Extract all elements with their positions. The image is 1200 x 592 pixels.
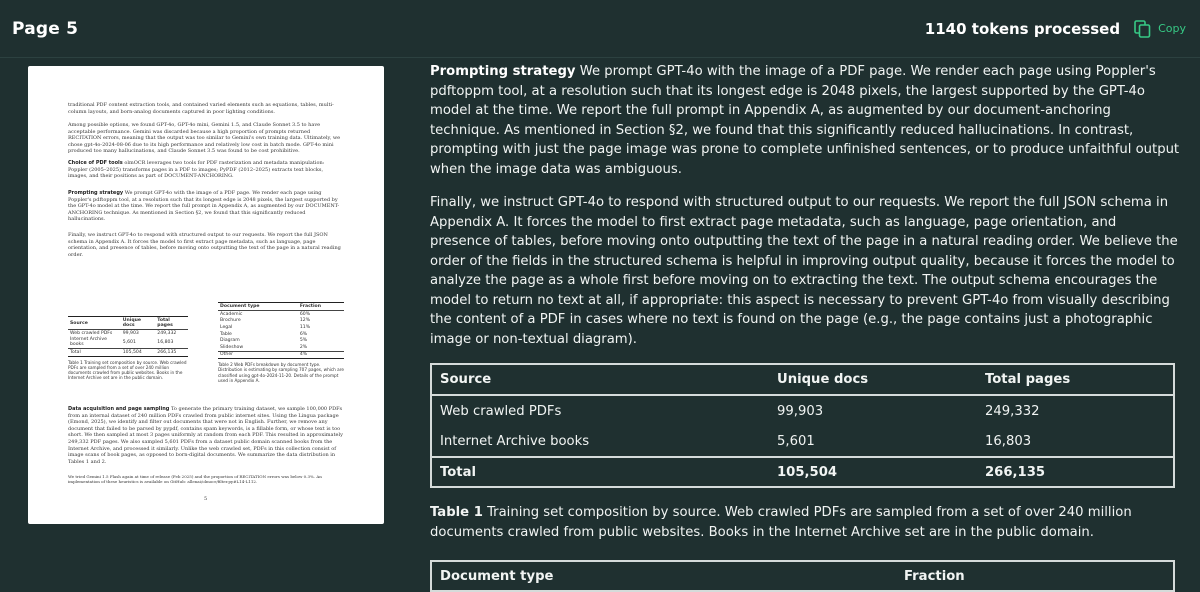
preview-t1-cell: 266,135 bbox=[155, 349, 188, 357]
pdf-page-preview[interactable] bbox=[28, 66, 384, 524]
preview-t1-header: Unique docs bbox=[121, 317, 156, 330]
caption-label: Table 1 bbox=[430, 505, 483, 520]
top-bar-right bbox=[925, 20, 1186, 38]
preview-section-prompting bbox=[68, 190, 344, 223]
preview-t2-cell: 4% bbox=[298, 351, 344, 359]
table-total-row bbox=[431, 457, 1174, 487]
table-cell: 105,504 bbox=[769, 457, 977, 487]
preview-t2-cell: 12% bbox=[299, 318, 311, 324]
preview-t1-cell: Total bbox=[68, 349, 121, 357]
preview-t2-cell: Legal bbox=[220, 324, 233, 330]
preview-table-2 bbox=[218, 302, 344, 383]
preview-t2-cell: Diagram bbox=[220, 338, 240, 344]
table-row bbox=[68, 337, 188, 349]
table-row bbox=[68, 330, 188, 337]
copy-icon bbox=[1134, 20, 1151, 38]
table-row bbox=[218, 337, 344, 344]
preview-text-prompting: We prompt GPT-4o with the image of a PDF page. We render each page using Poppler's pdftoppm tool, at a resolution such that its longest edge is 2048 pixels, the largest supported by the GPT-4o model at the time. We report the full prompt in Appendix A, as augmented by our DOCUMENT-ANCHORING technique. As mentioned in Section §2, we found that this significantly reduced hallucinations. bbox=[68, 190, 340, 223]
preview-t2-cell: 2% bbox=[299, 344, 308, 350]
table-cell: Web crawled PDFs bbox=[440, 403, 562, 419]
table-row bbox=[218, 311, 344, 318]
column-header: Fraction bbox=[904, 568, 965, 584]
table-row bbox=[218, 324, 344, 331]
preview-t2-cell: Slideshow bbox=[220, 344, 244, 350]
column-header: Unique docs bbox=[769, 364, 977, 395]
preview-t1-cell: 16,803 bbox=[157, 339, 174, 345]
copy-button[interactable] bbox=[1134, 20, 1186, 38]
table-training-set bbox=[430, 363, 1175, 488]
caption-text: Training set composition by source. Web crawled PDFs are sampled from a set of over 240 million documents crawled from public websites. Books in the Internet Archive set are in the public domain. bbox=[430, 505, 1132, 540]
preview-table-1 bbox=[68, 316, 188, 381]
column-header: Total pages bbox=[977, 364, 1174, 395]
preview-t1-cell: 5,601 bbox=[122, 339, 136, 345]
preview-footnotes: We tried Gemini 1.5 Flash again at time of release (Feb 2025) and the proportion of RECITATION errors was below 0.3%. An implementation of these heuristics is available on GitHub: allenai/olmocr/filter.py#L14-L112. bbox=[68, 474, 322, 484]
preview-table-1-caption: Table 1 Training set composition by source. Web crawled PDFs are sampled from a set of over 240 million documents crawled from public websites. Books in the Internet Archive set are in the public domain. bbox=[68, 359, 187, 381]
preview-heading-pdf-tools: Choice of PDF tools bbox=[68, 160, 123, 166]
table-row bbox=[218, 351, 344, 359]
extracted-text-panel bbox=[430, 62, 1180, 592]
preview-table-2-caption: Table 2 Web PDFs breakdown by document type. Distribution is estimating by sampling 707 pages, which are classified using gpt-4o-2024-11-20. Details of the prompt used in Appendix A. bbox=[218, 362, 344, 383]
table-cell: Internet Archive books bbox=[440, 433, 590, 449]
preview-paragraph-models: Among possible options, we found GPT-4o, GPT-4o mini, Gemini 1.5, and Claude Sonnet 3.5 to have acceptable performance. Gemini was discarded because a high proportion of prompts returned RECITATION errors, meaning that the output was too similar to Gemini's own training data. Ultimately, we chose gpt-4o-2024-08-06 due to its high performance and relatively low cost in batch mode. GPT-4o mini produced too many hallucinations, and Claude Sonnet 3.5 was found to be cost prohibitive. bbox=[68, 122, 341, 155]
table-cell: 99,903 bbox=[777, 403, 824, 419]
preview-t1-header: Total pages bbox=[155, 317, 188, 330]
table-row bbox=[431, 426, 1174, 457]
preview-t1-cell: Web crawled PDFs bbox=[70, 330, 113, 336]
preview-t2-cell: 5% bbox=[299, 338, 308, 344]
table-header-row bbox=[431, 364, 1174, 395]
preview-paragraph-schema: Finally, we instruct GPT-4o to respond with structured output to our requests. We report the full JSON schema in Appendix A. It forces the model to first extract page metadata, such as language, page orientation, and presence of tables, before moving onto outputting the text of the page in a natural reading order. bbox=[68, 232, 341, 258]
preview-paragraph-intro: traditional PDF content extraction tools, and contained varied elements such as equations, tables, multi-column layouts, and born-analog documents captured in poor lighting conditions. bbox=[68, 102, 334, 115]
preview-t2-cell: 11% bbox=[299, 324, 311, 330]
preview-t1-cell: Internet Archive books bbox=[70, 337, 107, 348]
preview-section-data bbox=[68, 406, 344, 465]
top-bar bbox=[0, 0, 1200, 58]
preview-text-data: To generate the primary training dataset, we sample 100,000 PDFs from an internal dataset of 240 million PDFs crawled from public internet sites. Using the Lingua package (Emond, 2025), we identify and filter out documents that were not in English. Further, we remove any document that failed to be parsed by pypdf, contains spam keywords, is a fillable form, or whose text is too short. We then sampled at most 3 pages uniformly at random from each PDF. This resulted in approximately 249,332 PDF pages. We also sampled 5,601 PDFs from a dataset public domain scanned books from the Internet Archive, and processed it similarly. Unlike the web crawled set, PDFs in this collection consist of image scans of book pages, as opposed to born-digital documents. We summarize the data distribution in Tables 1 and 2. bbox=[68, 406, 343, 465]
preview-t1-header: Source bbox=[68, 317, 121, 330]
preview-t2-cell: Other bbox=[218, 351, 298, 359]
table-row bbox=[218, 331, 344, 338]
preview-t2-cell: Brochure bbox=[220, 318, 241, 324]
preview-t1-cell: 99,903 bbox=[122, 330, 139, 336]
preview-t2-cell: Academic bbox=[220, 311, 243, 317]
table-1-caption bbox=[430, 503, 1180, 542]
table-row bbox=[218, 318, 344, 325]
preview-t2-cell: 60% bbox=[299, 311, 311, 317]
table-row bbox=[218, 344, 344, 351]
preview-heading-prompting: Prompting strategy bbox=[68, 190, 124, 196]
preview-page-number: 5 bbox=[204, 496, 208, 502]
preview-t2-header: Document type bbox=[218, 303, 298, 311]
table-cell: Total bbox=[431, 457, 769, 487]
preview-t1-cell: 249,332 bbox=[157, 330, 177, 336]
copy-label: Copy bbox=[1158, 22, 1186, 35]
preview-text-pdf-tools: olmOCR leverages two tools for PDF rasterization and metadata manipulation: Poppler (2005–2025) transforms pages in a PDF to images; PyPDF (2012–2025) extracts text blocks, images, and their positions as part of DOCUMENT-ANCHORING. bbox=[68, 160, 325, 180]
table-cell: 16,803 bbox=[985, 433, 1032, 449]
paragraph-heading: Prompting strategy bbox=[430, 64, 576, 79]
column-header: Document type bbox=[440, 568, 554, 584]
table-cell: 266,135 bbox=[977, 457, 1174, 487]
preview-t2-cell: 6% bbox=[299, 331, 308, 337]
preview-t2-header: Fraction bbox=[298, 303, 344, 311]
table-header-row bbox=[431, 561, 1174, 591]
tokens-processed: 1140 tokens processed bbox=[924, 19, 1121, 38]
page-title: Page 5 bbox=[12, 18, 79, 39]
table-document-types bbox=[430, 560, 1175, 592]
paragraph-structured-output: Finally, we instruct GPT-4o to respond with structured output to our requests. We report the full JSON schema in Appendix A. It forces the model to first extract page metadata, such as language, page orientation, and presence of tables, before moving onto outputting the text of the page in a natural reading order. We believe the order of the fields in the structured schema is helpful in improving output quality, because it forces the model to analyze the page as a whole first before moving on to extracting the text. The output schema encourages the model to return no text at all, if appropriate: this aspect is necessary to prevent GPT-4o from visually describing the content of a PDF in cases where no text is found on the page (e.g., the page contains just a photographic image or non-textual diagram). bbox=[430, 195, 1178, 347]
column-header: Source bbox=[431, 364, 769, 395]
preview-heading-data: Data acquisition and page sampling bbox=[68, 406, 170, 412]
paragraph-text: We prompt GPT-4o with the image of a PDF page. We render each page using Poppler's pdftoppm tool, at a resolution such that its longest edge is 2048 pixels, the largest supported by the GPT-4o model at the time. We report the full prompt in Appendix A, as augmented by our document-anchoring technique. As mentioned in Section §2, we found that this significantly reduced hallucinations. In contrast, prompting with just the page image was prone to complete unfinished sentences, or to produce unfaithful output when the image data was ambiguous. bbox=[430, 64, 1180, 177]
table-row bbox=[431, 395, 1174, 426]
table-cell: 5,601 bbox=[777, 433, 815, 449]
paragraph-prompting-strategy bbox=[430, 62, 1180, 179]
preview-t1-cell: 105,504 bbox=[121, 349, 156, 357]
table-row bbox=[68, 349, 188, 357]
preview-section-pdf-tools bbox=[68, 160, 344, 180]
preview-t2-cell: Table bbox=[220, 331, 232, 337]
table-cell: 249,332 bbox=[985, 403, 1040, 419]
